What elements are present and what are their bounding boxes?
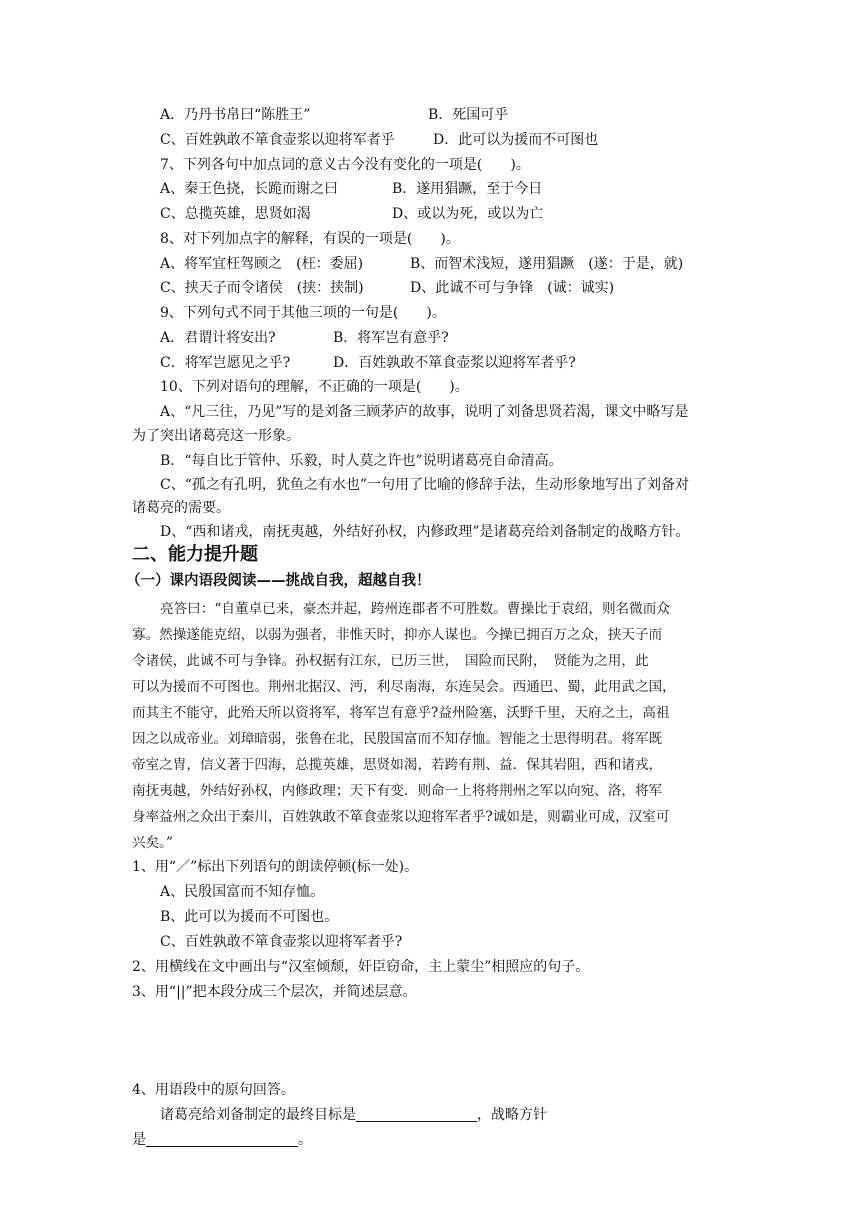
exercise-4-prompt: 诸葛亮给刘备制定的最终目标是 bbox=[160, 1107, 356, 1123]
question-10-option-c-line1: C、“孤之有孔明，犹鱼之有水也”一句用了比喻的修辞手法，生动形象地写出了刘备对 bbox=[160, 477, 690, 493]
question-10-option-a-line2: 为了突出诸葛亮这一形象。 bbox=[132, 428, 300, 444]
passage-line: 南抚夷越，外结好孙权，内修政理；天下有变．则命一上将将荆州之军以向宛、洛，将军 bbox=[132, 783, 663, 799]
passage-line: 而其主不能守，此殆天所以资将军，将军岂有意乎?益州险塞，沃野千里，天府之土，高祖 bbox=[132, 705, 670, 721]
option-c-line: C、百姓孰敢不箪食壶浆以迎将军者乎 bbox=[160, 132, 395, 148]
question-8-option-d: D、此诚不可与争锋 (诚：诚实) bbox=[410, 280, 615, 296]
question-9-option-d: D．百姓孰敢不箪食壶浆以迎将军者乎? bbox=[333, 355, 576, 371]
question-8: 8、对下列加点字的解释，有误的一项是( )。 bbox=[160, 231, 460, 247]
passage-line: 兴矣。” bbox=[132, 835, 173, 851]
exercise-2: 2、用横线在文中画出与“汉室倾颓，奸臣窃命，主上蒙尘”相照应的句子。 bbox=[132, 959, 590, 975]
question-7-option-b: B．遂用猖蹶，至于今日 bbox=[392, 181, 543, 197]
exercise-4-period: 。 bbox=[298, 1132, 312, 1148]
question-7-option-d: D、或以为死，或以为亡 bbox=[392, 206, 544, 222]
question-7: 7、下列各句中加点词的意义古今没有变化的一项是( )。 bbox=[160, 157, 530, 173]
exercise-4: 4、用语段中的原句回答。 bbox=[132, 1082, 295, 1098]
exercise-1-item-b: B、此可以为援而不可图也。 bbox=[160, 909, 339, 925]
question-10-option-a-line1: A、“凡三往，乃见”写的是刘备三顾茅庐的故事，说明了刘备思贤若渴，课文中略写是 bbox=[160, 404, 689, 420]
question-10-option-d: D、“西和诸戎，南抚夷越，外结好孙权，内修政理”是诸葛亮给刘备制定的战略方针。 bbox=[160, 524, 690, 540]
exercise-1-item-a: A、民殷国富而不知存恤。 bbox=[160, 884, 325, 900]
passage-line: 令诸侯，此诚不可与争锋。孙权据有江东，已历三世， 国险而民附， 贤能为之用，此 bbox=[132, 653, 649, 669]
section-subheading: （一）课内语段阅读——挑战自我，超越自我！ bbox=[126, 573, 431, 589]
option-a-line: A．乃丹书帛曰“陈胜王” bbox=[160, 107, 311, 123]
question-9-option-b: B．将军岂有意乎? bbox=[333, 330, 449, 346]
option-b-line: B．死国可乎 bbox=[428, 107, 509, 123]
section-heading: 二、能力提升题 bbox=[132, 544, 258, 565]
question-9-option-a: A．君谓计将安出? bbox=[160, 330, 276, 346]
question-9: 9、下列句式不同于其他三项的一句是( )。 bbox=[160, 305, 446, 321]
passage-line: 帝室之胄，信义著于四海，总揽英雄，思贤如渴，若跨有荆、益．保其岩阻，西和诸戎， bbox=[132, 757, 663, 773]
question-9-option-c: C．将军岂愿见之乎? bbox=[160, 355, 291, 371]
exercise-1: 1、用“／”标出下列语句的朗读停顿(标一处)。 bbox=[132, 859, 419, 875]
option-d-line: D．此可以为援而不可图也 bbox=[433, 132, 599, 148]
passage-line: 亮答曰：“自董卓已来，豪杰并起，跨州连郡者不可胜数。曹操比于袁绍，则名微而众 bbox=[160, 601, 670, 617]
question-8-option-c: C、挟天子而令诸侯 (挟：挟制) bbox=[160, 280, 364, 296]
final-goal-answer-blank[interactable] bbox=[356, 1105, 477, 1122]
question-7-option-a: A、秦王色挠，长跪而谢之曰 bbox=[160, 181, 339, 197]
exercise-1-item-c: C、百姓孰敢不箪食壶浆以迎将军者乎? bbox=[160, 934, 403, 950]
question-7-option-c: C、总揽英雄，思贤如渴 bbox=[160, 206, 311, 222]
exercise-3: 3、用“||”把本段分成三个层次，并简述层意。 bbox=[132, 984, 417, 1000]
question-10-option-c-line2: 诸葛亮的需要。 bbox=[132, 500, 230, 516]
passage-line: 寡。然操遂能克绍，以弱为强者，非惟天时，抑亦人谋也。今操已拥百万之众，挟天子而 bbox=[132, 627, 663, 643]
question-10-option-b: B．“每自比于管仲、乐毅，时人莫之许也”说明诸葛亮自命清高。 bbox=[160, 453, 563, 469]
question-8-option-b: B、而智术浅短，遂用猖蹶 (遂：于是，就) bbox=[410, 256, 684, 272]
question-10: 10、下列对语句的理解，不正确的一项是( )。 bbox=[160, 379, 469, 395]
question-8-option-a: A、将军宜枉驾顾之 (枉：委屈) bbox=[160, 256, 364, 272]
passage-line: 身率益州之众出于秦川，百姓孰敢不箪食壶浆以迎将军者乎?诚如是，则霸业可成，汉室可 bbox=[132, 809, 670, 825]
exercise-4-prompt-cont: ，战略方针 bbox=[477, 1107, 547, 1123]
exercise-4-answer-line1 bbox=[160, 1105, 547, 1125]
strategy-answer-blank[interactable] bbox=[146, 1130, 298, 1147]
exercise-4-answer-line2 bbox=[132, 1130, 312, 1150]
passage-line: 可以为援而不可图也。荆州北据汉、沔，利尽南海，东连吴会。西通巴、蜀，此用武之国， bbox=[132, 679, 676, 695]
passage-line: 因之以成帝业。刘璋暗弱，张鲁在北，民殷国富而不知存恤。智能之士思得明君。将军既 bbox=[132, 731, 663, 747]
exercise-4-prompt-is: 是 bbox=[132, 1132, 146, 1148]
